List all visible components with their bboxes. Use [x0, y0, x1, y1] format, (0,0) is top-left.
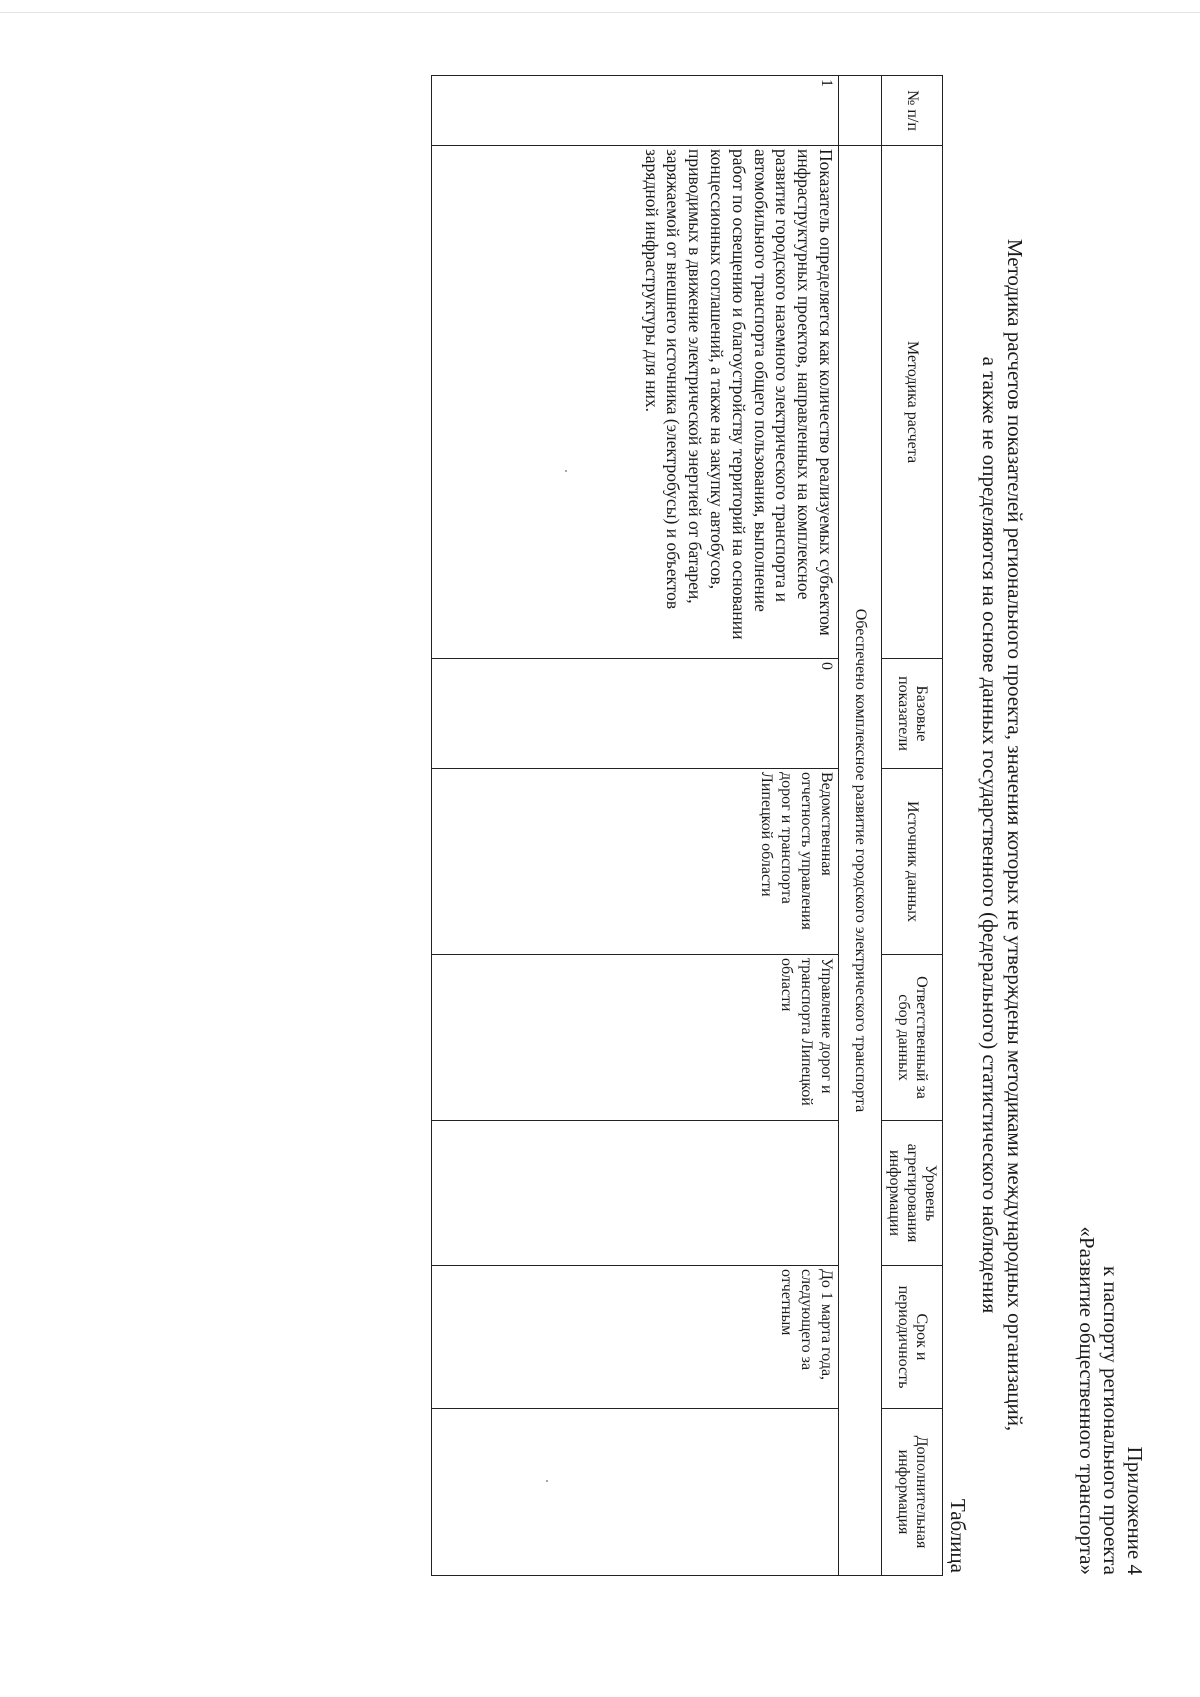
header-aggregation: Уровень агрегирования информации — [882, 1121, 943, 1266]
title-line-2: а также не определяются на основе данных государственного (федерального) статистического наблюдения — [978, 356, 1002, 1314]
title-line-1: Методика расчетов показателей регионального проекта, значения которых не утверждены методиками международных организаций, — [1003, 238, 1027, 1432]
header-additional: Дополнительная информация — [882, 1409, 943, 1576]
row-aggregation — [432, 1121, 839, 1266]
row-method: Показатель определяется как количество реализуемых субъектом инфраструктурных проектов, направленных на комплексное развитие городского наземного электрического транспорта и автомобильного транспорта общего пользования, выполнение работ по освещению и благоустройству территорий на основании концессионных соглашений, а также на закупку автобусов, приводимых в движение электрической энергией от батареи, заряжаемой от внешнего источника (электробусы) и объектов зарядной инфраструктуры для них. — [432, 146, 839, 659]
rotated-document-page — [65, 45, 1175, 1625]
section-row — [839, 76, 882, 1576]
header-num: № п/п — [882, 76, 943, 146]
table-row — [432, 76, 839, 1576]
row-additional-info — [432, 1409, 839, 1576]
header-method: Методика расчета — [882, 146, 943, 659]
header-source: Источник данных — [882, 769, 943, 955]
indicators-table — [431, 75, 943, 1576]
row-number: 1 — [432, 76, 839, 146]
scan-edge-line — [0, 12, 1200, 13]
header-deadline: Срок и периодичность — [882, 1266, 943, 1409]
section-title: Обеспечено комплексное развитие городского электрического транспорта — [839, 146, 882, 1576]
project-name: «Развитие общественного транспорта» — [1075, 1226, 1099, 1575]
appendix-reference: к паспорту регионального проекта — [1099, 1266, 1123, 1575]
row-responsible: Управление дорог и транспорта Липецкой области — [432, 955, 839, 1121]
row-data-source: Ведомственная отчетность управления дорог и транспорта Липецкой области — [432, 769, 839, 955]
appendix-number: Приложение 4 — [1123, 1446, 1147, 1575]
appendix-header — [1075, 1226, 1147, 1575]
table-header-row — [882, 76, 943, 1576]
document-title — [977, 45, 1027, 1625]
header-responsible: Ответственный за сбор данных — [882, 955, 943, 1121]
row-deadline: До 1 марта года, следующего за отчетным — [432, 1266, 839, 1409]
header-base: Базовые показатели — [882, 659, 943, 769]
table-caption: Таблица — [946, 1498, 970, 1573]
row-base-value: 0 — [432, 659, 839, 769]
